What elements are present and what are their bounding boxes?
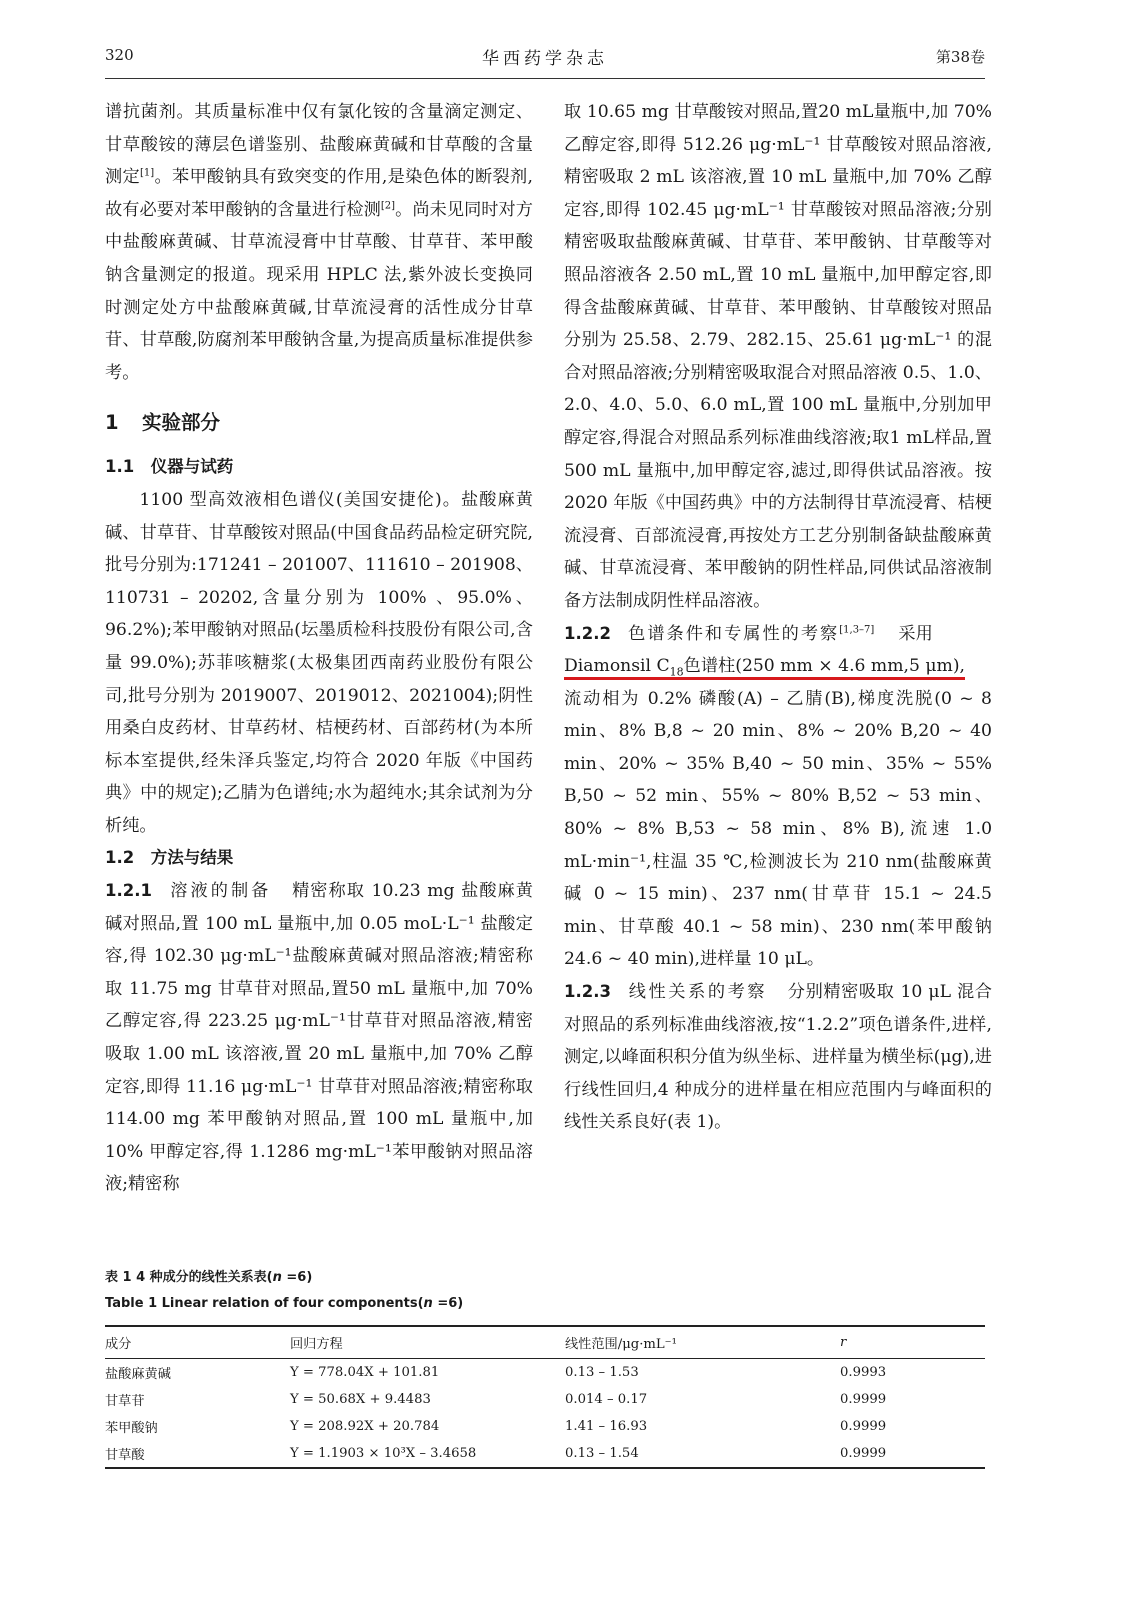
column-spec-line [564, 650, 992, 683]
table-row [105, 1440, 985, 1468]
table-caption-en: Table 1 Linear relation of four components(n =6) [105, 1296, 464, 1311]
linear-relation-table [105, 1325, 985, 1469]
cell-equation: Y = 778.04X + 101.81 [290, 1365, 440, 1380]
intro-paragraph: 谱抗菌剂。其质量标准中仅有氯化铵的含量滴定测定、甘草酸铵的薄层色谱鉴别、盐酸麻黄碱和甘草酸的含量测定[1]。苯甲酸钠具有致突变的作用,是染色体的断裂剂,故有必要对苯甲酸钠的含量进行检测[2]。尚未见同时对方中盐酸麻黄碱、甘草流浸膏中甘草酸、甘草苷、苯甲酸钠含量测定的报道。现采用 HPLC 法,紫外波长变换同时测定处方中盐酸麻黄碱,甘草流浸膏的活性成分甘草苷、甘草酸,防腐剂苯甲酸钠含量,为提高质量标准提供参考。 [105, 102, 533, 383]
cell-range: 0.13 – 1.54 [565, 1440, 840, 1468]
left-column [105, 96, 533, 1201]
section-heading-1-2-3: 1.2.3 [564, 982, 611, 1002]
table-row [105, 1413, 985, 1440]
cell-r: 0.9993 [840, 1365, 887, 1380]
cell-range: 0.13 – 1.53 [565, 1365, 639, 1380]
section-heading-1-2-1: 1.2.1 [105, 881, 152, 901]
header-component: 成分 [105, 1326, 290, 1359]
cell-component: 苯甲酸钠 [105, 1421, 158, 1436]
cell-component: 甘草酸 [105, 1440, 290, 1468]
citation[interactable]: [1,3–7] [839, 623, 875, 635]
cell-range: 1.41 – 16.93 [565, 1419, 648, 1434]
header-range: 线性范围/μg·mL⁻¹ [565, 1326, 840, 1359]
journal-title: 华西药学杂志 [482, 49, 608, 69]
subsection-title: 溶液的制备 [169, 881, 272, 902]
continued-paragraph: 取 10.65 mg 甘草酸铵对照品,置20 mL量瓶中,加 70% 乙醇定容,即得 512.26 μg·mL⁻¹ 甘草酸铵对照品溶液,精密吸取 2 mL 该溶液,置 10 mL 量瓶中,加 70% 乙醇定容,即得 102.45 μg·mL⁻¹ 甘草酸铵对照品溶液;分别精密吸取盐酸麻黄碱、甘草苷、苯甲酸钠、甘草酸等对照品溶液各 2.50 mL,置 10 mL 量瓶中,加甲醇定容,即得含盐酸麻黄碱、甘草苷、苯甲酸钠、甘草酸铵对照品分别为 25.58、2.79、282.15、25.61 μg·mL⁻¹ 的混合对照品溶液;分别精密吸取混合对照品溶液 0.5、1.0、2.0、4.0、5.0、6.0 mL,置 100 mL 量瓶中,分别加甲醇定容,得混合对照品系列标准曲线溶液;取1 mL样品,置 500 mL 量瓶中,加甲醇定容,滤过,即得供试品溶液。按 2020 年版《中国药典》中的方法制得甘草流浸膏、桔梗流浸膏、百部流浸膏,再按处方工艺分别制备缺盐酸麻黄碱、甘草流浸膏、苯甲酸钠的阴性样品,同供试品溶液制备方法制成阴性样品溶液。 [564, 102, 992, 611]
highlighted-column-spec: Diamonsil $C_{18}$色谱柱(250 mm × 4.6 mm,5 μm), [564, 656, 966, 679]
subsection-title: 色谱条件和专属性的考察 [628, 623, 840, 644]
citation[interactable]: [1] [139, 167, 155, 179]
cell-r: 0.9999 [840, 1440, 985, 1468]
cell-component: 甘草苷 [105, 1394, 145, 1409]
section-1-2-1-paragraph: 1.2.1 溶液的制备 精密称取 10.23 mg 盐酸麻黄碱对照品,置 100 mL 量瓶中,加 0.05 moL·L⁻¹ 盐酸定容,得 102.30 μg·mL⁻¹盐酸麻黄碱对照品溶液;精密称取 11.75 mg 甘草苷对照品,置50 mL 量瓶中,加 70% 乙醇定容,得 223.25 μg·mL⁻¹甘草苷对照品溶液,精密吸取 1.00 mL 该溶液,置 20 mL 量瓶中,加 70% 乙醇定容,即得 11.16 μg·mL⁻¹ 甘草苷对照品溶液;精密称取 114.00 mg 苯甲酸钠对照品,置 100 mL 量瓶中,加 10% 甲醇定容,得 1.1286 mg·mL⁻¹苯甲酸钠对照品溶液;精密称 [105, 881, 533, 1195]
cell-component: 盐酸麻黄碱 [105, 1367, 171, 1382]
table-row [105, 1359, 985, 1387]
cell-equation: Y = 208.92X + 20.784 [290, 1419, 440, 1434]
section-1-2-2-heading: 1.2.2 色谱条件和专属性的考察[1,3–7] 采用 [564, 623, 933, 644]
table-row [105, 1386, 985, 1413]
volume-label: 第38卷 [935, 48, 985, 66]
table-header-row [105, 1326, 985, 1359]
section-1-2-2-text: 流动相为 0.2% 磷酸(A) – 乙腈(B),梯度洗脱(0 ~ 8 min、8% B,8 ~ 20 min、8% ~ 20% B,20 ~ 40 min、20% ~ 35% B,40 ~ 50 min、35% ~ 55% B,50 ~ 52 min、55% ~ 80% B,52 ~ 53 min、80% ~ 8% B,53 ~ 58 min、8% B),流速 1.0 mL·min⁻¹,柱温 35 ℃,检测波长为 210 nm(盐酸麻黄碱 0 ~ 15 min)、237 nm(甘草苷 15.1 ~ 24.5 min、甘草酸 40.1 ~ 58 min)、230 nm(苯甲酸钠 24.6 ~ 40 min),进样量 10 μL。 [564, 688, 992, 970]
running-header [105, 46, 985, 72]
cell-r: 0.9999 [840, 1392, 887, 1407]
section-heading-1-2: 1.2 方法与结果 [105, 848, 234, 868]
header-rule [105, 78, 985, 79]
header-equation: 回归方程 [290, 1326, 565, 1359]
section-1-2-3-paragraph: 1.2.3 线性关系的考察 分别精密吸取 10 μL 混合对照品的系列标准曲线溶液,按“1.2.2”项色谱条件,进样,测定,以峰面积积分值为纵坐标、进样量为横坐标(μg),进行线性回归,4 种成分的进样量在相应范围内与峰面积的线性关系良好(表 1)。 [564, 982, 992, 1133]
subsection-title: 线性关系的考察 [628, 982, 768, 1003]
section-1-1-text: 1100 型高效液相色谱仪(美国安捷伦)。盐酸麻黄碱、甘草苷、甘草酸铵对照品(中国食品药品检定研究院,批号分别为:171241 – 201007、111610 – 201908、110731 – 20202,含量分别为 100% 、95.0%、96.2%);苯甲酸钠对照品(坛墨质检科技股份有限公司,含量 99.0%);苏菲咳糖浆(太极集团西南药业股份有限公司,批号分别为 2019007、2019012、2021004);阴性用桑白皮药材、甘草药材、桔梗药材、百部药材(为本所标本室提供,经朱泽兵鉴定,均符合 2020 年版《中国药典》中的规定);乙腈为色谱纯;水为超纯水;其余试剂为分析纯。 [105, 489, 533, 836]
cell-range: 0.014 – 0.17 [565, 1392, 648, 1407]
page-number: 320 [105, 46, 134, 64]
section-heading-1: 1 实验部分 [105, 411, 220, 435]
table-caption-cn: 表 1 4 种成分的线性关系表(n =6) [105, 1270, 313, 1285]
header-r: r [840, 1326, 985, 1359]
section-heading-1-1: 1.1 仪器与试药 [105, 457, 234, 477]
cell-equation: Y = 50.68X + 9.4483 [290, 1392, 431, 1407]
right-column [564, 96, 992, 1139]
cell-r: 0.9999 [840, 1419, 887, 1434]
citation[interactable]: [2] [380, 200, 396, 212]
cell-equation: Y = 1.1903 × 10³X – 3.4658 [290, 1440, 565, 1468]
